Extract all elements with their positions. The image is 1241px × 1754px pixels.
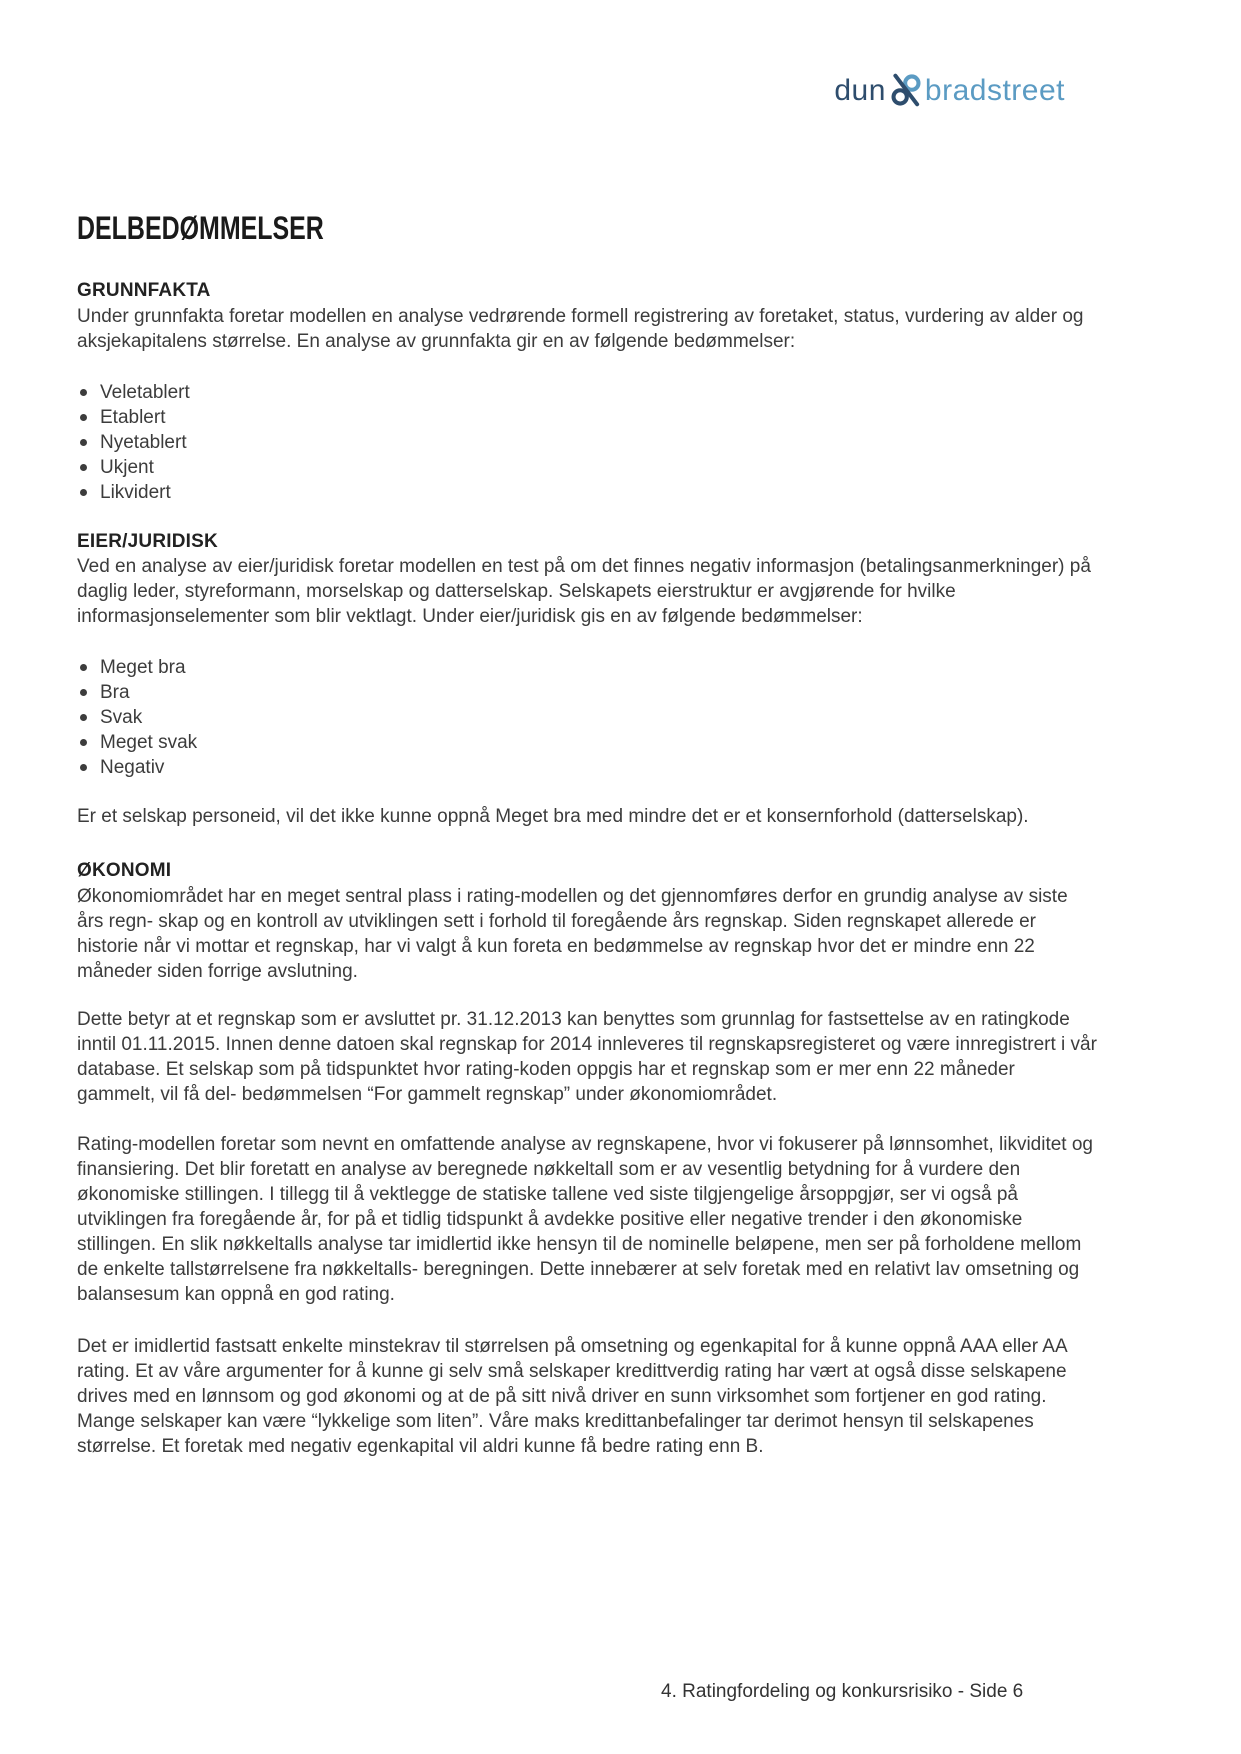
section-heading-grunnfakta: GRUNNFAKTA (77, 280, 211, 301)
grunnfakta-bullet-list (77, 380, 190, 505)
okonomi-paragraph-1: Økonomiområdet har en meget sentral plass i rating-modellen og det gjennomføres derfor en grundig analyse av siste års regn- skap og en kontroll av utviklingen sett i forhold til foregående års regnskap. Siden regnskapet allerede er historie når vi mottar et regnskap, har vi valgt å kun foreta en bedømmelse av regnskap hvor det er mindre enn 22 måneder siden forrige avslutning. (77, 886, 1068, 982)
okonomi-paragraph-4: Det er imidlertid fastsatt enkelte minstekrav til størrelsen på omsetning og egenkapital for å kunne oppnå AAA eller AA rating. Et av våre argumenter for å kunne gi selv små selskaper kredittverdig rating har vært at også disse selskapene drives med en lønnsom og god økonomi og at de på sitt nivå driver en sunn virksomhet som fortjener en god rating. Mange selskaper kan være “lykkelige som liten”. Våre maks kredittanbefalinger tar derimot hensyn til selskapenes størrelse. Et foretak med negativ egenkapital vil aldri kunne få bedre rating enn B. (77, 1336, 1067, 1457)
list-item: Meget bra (77, 655, 197, 680)
ampersand-icon (888, 72, 924, 108)
grunnfakta-intro-paragraph: Under grunnfakta foretar modellen en analyse vedrørende formell registrering av foretaket, status, vurdering av alder og aksjekapitalens størrelse. En analyse av grunnfakta gir en av følgende bedømmelser: (77, 306, 1084, 352)
page-title: DELBEDØMMELSER (77, 210, 324, 246)
dun-bradstreet-logo (834, 76, 1065, 106)
list-item: Etablert (77, 405, 190, 430)
list-item: Likvidert (77, 480, 190, 505)
list-item: Veletablert (77, 380, 190, 405)
logo-word-bradstreet: bradstreet (924, 74, 1065, 107)
list-item: Svak (77, 705, 197, 730)
logo-word-dun: dun (834, 74, 886, 107)
eier-juridisk-intro-paragraph: Ved en analyse av eier/juridisk foretar modellen en test på om det finnes negativ informasjon (betalingsanmerkninger) på daglig leder, styreformann, morselskap og datterselskap. Selskapets eierstruktur er avgjørende for hvilke informasjonselementer som blir vektlagt. Under eier/juridisk gis en av følgende bedømmelser: (77, 556, 1091, 627)
section-heading-okonomi: ØKONOMI (77, 860, 172, 881)
okonomi-paragraph-2: Dette betyr at et regnskap som er avsluttet pr. 31.12.2013 kan benyttes som grunnlag for fastsettelse av en ratingkode inntil 01.11.2015. Innen denne datoen skal regnskap for 2014 innleveres til regnskapsregisteret og være innregistrert i vår database. Et selskap som på tidspunktet hvor rating-koden oppgis har et regnskap som er mer enn 22 måneder gammelt, vil få del- bedømmelsen “For gammelt regnskap” under økonomiområdet. (77, 1009, 1097, 1105)
okonomi-paragraph-3: Rating-modellen foretar som nevnt en omfattende analyse av regnskapene, hvor vi fokuserer på lønnsomhet, likviditet og finansiering. Det blir foretatt en analyse av beregnede nøkkeltall som er av vesentlig betydning for å vurdere den økonomiske stillingen. I tillegg til å vektlegge de statiske tallene ved siste tilgjengelige årsoppgjør, ser vi også på utviklingen fra foregående år, for på et tidlig tidspunkt å avdekke positive eller negative trender i den økonomiske stillingen. En slik nøkkeltalls analyse tar imidlertid ikke hensyn til de nominelle beløpene, men ser på forholdene mellom de enkelte tallstørrelsene fra nøkkeltalls- beregningen. Dette innebærer at selv foretak med en relativt lav omsetning og balansesum kan oppnå en god rating. (77, 1134, 1093, 1305)
eier-juridisk-note-paragraph: Er et selskap personeid, vil det ikke kunne oppnå Meget bra med mindre det er et konsernforhold (datterselskap). (77, 806, 1029, 827)
list-item: Nyetablert (77, 430, 190, 455)
page-footer: 4. Ratingfordeling og konkursrisiko - Side 6 (661, 1681, 1024, 1702)
list-item: Bra (77, 680, 197, 705)
eier-juridisk-bullet-list (77, 655, 197, 780)
list-item: Ukjent (77, 455, 190, 480)
section-heading-eier-juridisk: EIER/JURIDISK (77, 531, 218, 552)
list-item: Negativ (77, 755, 197, 780)
list-item: Meget svak (77, 730, 197, 755)
